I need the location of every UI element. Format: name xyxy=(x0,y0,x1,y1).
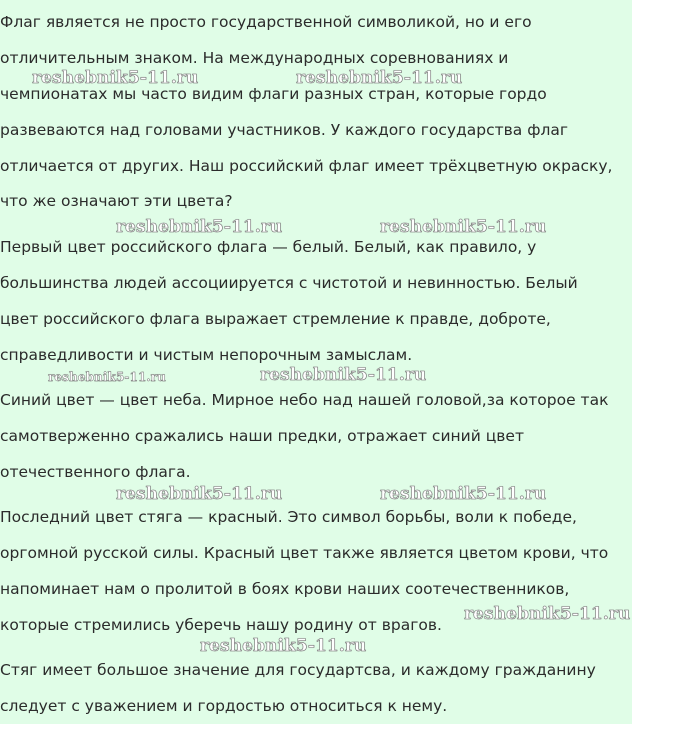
watermark: reshebnik5-11.ru xyxy=(200,636,367,656)
paragraph-3-line-1: Синий цвет — цвет неба. Мирное небо над нашей головой,за которое так xyxy=(0,391,609,409)
paragraph-5-line-2: следует с уважением и гордостью относиться к нему. xyxy=(0,697,448,715)
paragraph-4-line-4: которые стремились уберечь нашу родину от врагов. xyxy=(0,616,442,634)
paragraph-1-line-3: чемпионатах мы часто видим флаги разных стран, которые гордо xyxy=(0,85,547,103)
paragraph-1-line-2: отличительным знаком. На международных соревнованиях и xyxy=(0,49,509,67)
paragraph-3-line-3: отечественного флага. xyxy=(0,463,191,481)
paragraph-1-line-4: развеваются над головами участников. У каждого государства флаг xyxy=(0,121,569,139)
watermark: reshebnik5-11.ru xyxy=(464,604,631,624)
watermark: reshebnik5-11.ru xyxy=(380,484,547,504)
watermark: reshebnik5-11.ru xyxy=(116,217,283,237)
watermark: reshebnik5-11.ru xyxy=(260,365,427,385)
paragraph-2-line-3: цвет российского флага выражает стремление к правде, доброте, xyxy=(0,310,551,328)
watermark: reshebnik5-11.ru xyxy=(380,217,547,237)
paragraph-4-line-1: Последний цвет стяга — красный. Это символ борьбы, воли к победе, xyxy=(0,508,577,526)
watermark: reshebnik5-11.ru xyxy=(296,68,463,88)
paragraph-1-line-6: что же означают эти цвета? xyxy=(0,192,233,210)
paragraph-4-line-3: напоминает нам о пролитой в боях крови наших соотечественников, xyxy=(0,580,570,598)
paragraph-1-line-1: Флаг является не просто государственной символикой, но и его xyxy=(0,13,532,31)
paragraph-5-line-1: Стяг имеет большое значение для государтсва, и каждому гражданину xyxy=(0,661,596,679)
watermark: reshebnik5-11.ru xyxy=(32,68,199,88)
paragraph-3-line-2: самотверженно сражались наши предки, отражает синий цвет xyxy=(0,427,524,445)
paragraph-2-line-2: большинства людей ассоциируется с чистотой и невинностью. Белый xyxy=(0,274,578,292)
paragraph-2-line-1: Первый цвет российского флага — белый. Белый, как правило, у xyxy=(0,238,537,256)
paragraph-2-line-4: справедливости и чистым непорочным замыслам. xyxy=(0,346,413,364)
watermark: reshebnik5-11.ru xyxy=(48,370,166,384)
watermark: reshebnik5-11.ru xyxy=(116,484,283,504)
paragraph-4-line-2: оргомной русской силы. Красный цвет также является цветом крови, что xyxy=(0,544,609,562)
paragraph-1-line-5: отличается от других. Наш российский флаг имеет трёхцветную окраску, xyxy=(0,157,613,175)
